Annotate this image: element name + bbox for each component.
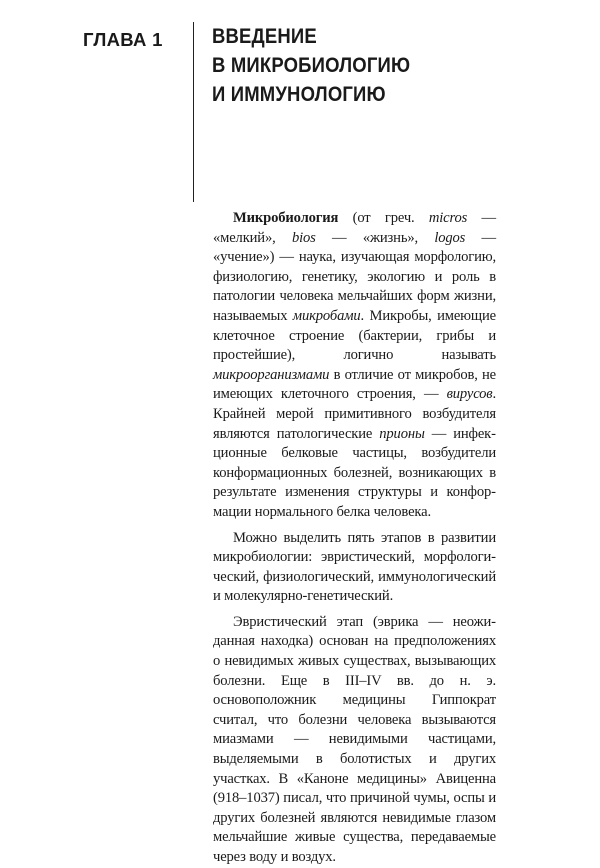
text-run: — «жизнь», xyxy=(315,229,435,246)
chapter-title-line: В МИКРОБИОЛОГИЮ xyxy=(212,53,411,77)
term-bold: Микробиология xyxy=(233,210,339,226)
chapter-label: ГЛАВА 1 xyxy=(83,29,163,50)
chapter-divider xyxy=(193,22,194,202)
text-run: Эвристический этап (эврика — неожиданная находка) основан на предположениях о невидимых живых существах, вызывающих болезни. Еще в III–IV вв. до н. э. основоположник медицины Гиппократ считал, что болезни человека вызываются миазмами — невидимыми частицами, выделяемыми в болотистых и других участках. В «Каноне медицины» Авиценна (918–1037) писал, что причиной чумы, оспы и других болезней являются невидимые глазом мельчайшие живые существа, передаваемые через воду и воздух. xyxy=(213,613,496,865)
paragraph-definition xyxy=(213,209,496,523)
chapter-title xyxy=(212,22,522,109)
text-run: Можно выделить пять этапов в развитии микробиологии: эвристический, морфологический, физиологический, иммунологический и молекулярно-генетический. xyxy=(213,529,496,605)
chapter-title-line: И ИММУНОЛОГИЮ xyxy=(212,82,386,106)
text-run: . Крайней мерой примитивного возбудителя являются патологические xyxy=(213,386,496,442)
text-run: (от греч. xyxy=(338,210,429,226)
term-italic: вирусов xyxy=(446,386,493,403)
text-run: — инфекционные белковые частицы, возбудители конформационных болезней, возникающих в результате изменения структуры и конформации нормального белка человека. xyxy=(213,425,496,520)
text-run: в отличие от микробов, не имеющих клеточного строения, — xyxy=(213,366,496,403)
term-italic: прионы xyxy=(379,425,425,442)
term-italic: logos xyxy=(434,229,466,246)
term-italic: bios xyxy=(291,229,316,246)
chapter-title-line: ВВЕДЕНИЕ xyxy=(212,24,317,48)
paragraph-heuristic-stage xyxy=(213,613,496,868)
paragraph-stages xyxy=(213,529,496,607)
body-text xyxy=(213,209,496,868)
text-run: — «мелкий», xyxy=(213,210,496,246)
term-italic: микроорганизмами xyxy=(213,366,330,383)
term-italic: micros xyxy=(428,210,468,226)
text-run: . Микробы, имеющие клеточное строение (бактерии, грибы и простейшие), логично называть xyxy=(213,307,496,364)
term-italic: микробами xyxy=(292,307,361,324)
text-run: — «учение») — наука, изучающая морфологию, физиологию, генетику, экологию и роль в патологии человека мельчайших форм жизни, называемых xyxy=(213,229,496,324)
